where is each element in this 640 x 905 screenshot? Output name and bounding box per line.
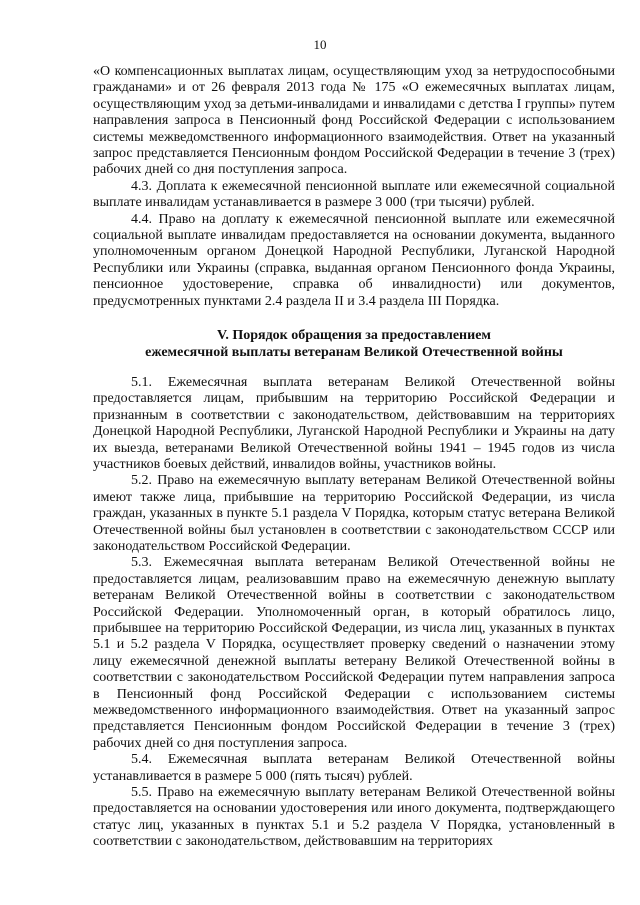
- paragraph-5-5: 5.5. Право на ежемесячную выплату ветеранам Великой Отечественной войны предоставляется на основании удостоверения или иного документа, подтверждающего статус лиц, указанных в пунктах 5.1 и 5.2 раздела V Порядка, установленный в соответствии с законодательством, действовавшим на территориях: [93, 785, 615, 850]
- paragraph-5-4: 5.4. Ежемесячная выплата ветеранам Великой Отечественной войны устанавливается в размере 5 000 (пять тысяч) рублей.: [93, 752, 615, 784]
- spacer: [93, 361, 615, 375]
- paragraph-continuation: «О компенсационных выплатах лицам, осуществляющим уход за нетрудоспособными гражданами» и от 26 февраля 2013 года № 175 «О ежемесячных выплатах лицам, осуществляющим уход за детьми-инвалидами и инвалидами с детства I группы» путем направления запроса в Пенсионный фонд Российской Федерации с использованием системы межведомственного информационного взаимодействия. Ответ на указанный запрос представляется Пенсионным фондом Российской Федерации в течение 3 (трех) рабочих дней со дня поступления запроса.: [93, 64, 615, 178]
- section-heading: [93, 328, 615, 361]
- section-heading-line-1: V. Порядок обращения за предоставлением: [217, 328, 491, 344]
- paragraph-5-3: 5.3. Ежемесячная выплата ветеранам Великой Отечественной войны не предоставляется лицам, реализовавшим право на ежемесячную денежную выплату ветеранам Великой Отечественной войны в соответствии с законодательством Российской Федерации. Уполномоченный орган, в который обратилось лицо, прибывшее на территорию Российской Федерации, из числа лиц, указанных в пунктах 5.1 и 5.2 раздела V Порядка, осуществляет проверку сведений о назначении этому лицу ежемесячной денежной выплаты ветерану Великой Отечественной войны в соответствии с законодательством Российской Федерации путем направления запроса в Пенсионный фонд Российской Федерации с использованием системы межведомственного информационного взаимодействия. Ответ на указанный запрос представляется Пенсионным фондом Российской Федерации в течение 3 (трех) рабочих дней со дня поступления запроса.: [93, 555, 615, 751]
- document-body: [93, 64, 615, 851]
- paragraph-5-2: 5.2. Право на ежемесячную выплату ветеранам Великой Отечественной войны имеют также лица, прибывшие на территорию Российской Федерации, из числа граждан, указанных в пункте 5.1 раздела V Порядка, которым статус ветерана Великой Отечественной войны был установлен в соответствии с законодательством СССР или законодательством Российской Федерации.: [93, 473, 615, 554]
- section-heading-line-2: ежемесячной выплаты ветеранам Великой Отечественной войны: [145, 344, 563, 360]
- page-number: 10: [313, 37, 327, 52]
- paragraph-4-3: 4.3. Доплата к ежемесячной пенсионной выплате или ежемесячной социальной выплате инвалидам устанавливается в размере 3 000 (три тысячи) рублей.: [93, 178, 615, 211]
- spacer: [93, 310, 615, 328]
- paragraph-5-1: 5.1. Ежемесячная выплата ветеранам Великой Отечественной войны предоставляется лицам, прибывшим на территорию Российской Федерации и признанным в соответствии с законодательством, действовавшим на территориях Донецкой Народной Республики, Луганской Народной Республики и Украины на дату их выезда, ветеранами Великой Отечественной войны 1941 – 1945 годов из числа участников боевых действий, инвалидов войны, участников войны.: [93, 374, 615, 472]
- paragraph-4-4: 4.4. Право на доплату к ежемесячной пенсионной выплате или ежемесячной социальной выплате инвалидам предоставляется на основании документа, выданного уполномоченным органом Донецкой Народной Республики, Луганской Народной Республики или Украины (справка, выданная органом Пенсионного фонда Украины, пенсионное удостоверение, справка об инвалидности) или документов, предусмотренных пунктами 2.4 раздела II и 3.4 раздела III Порядка.: [93, 211, 615, 309]
